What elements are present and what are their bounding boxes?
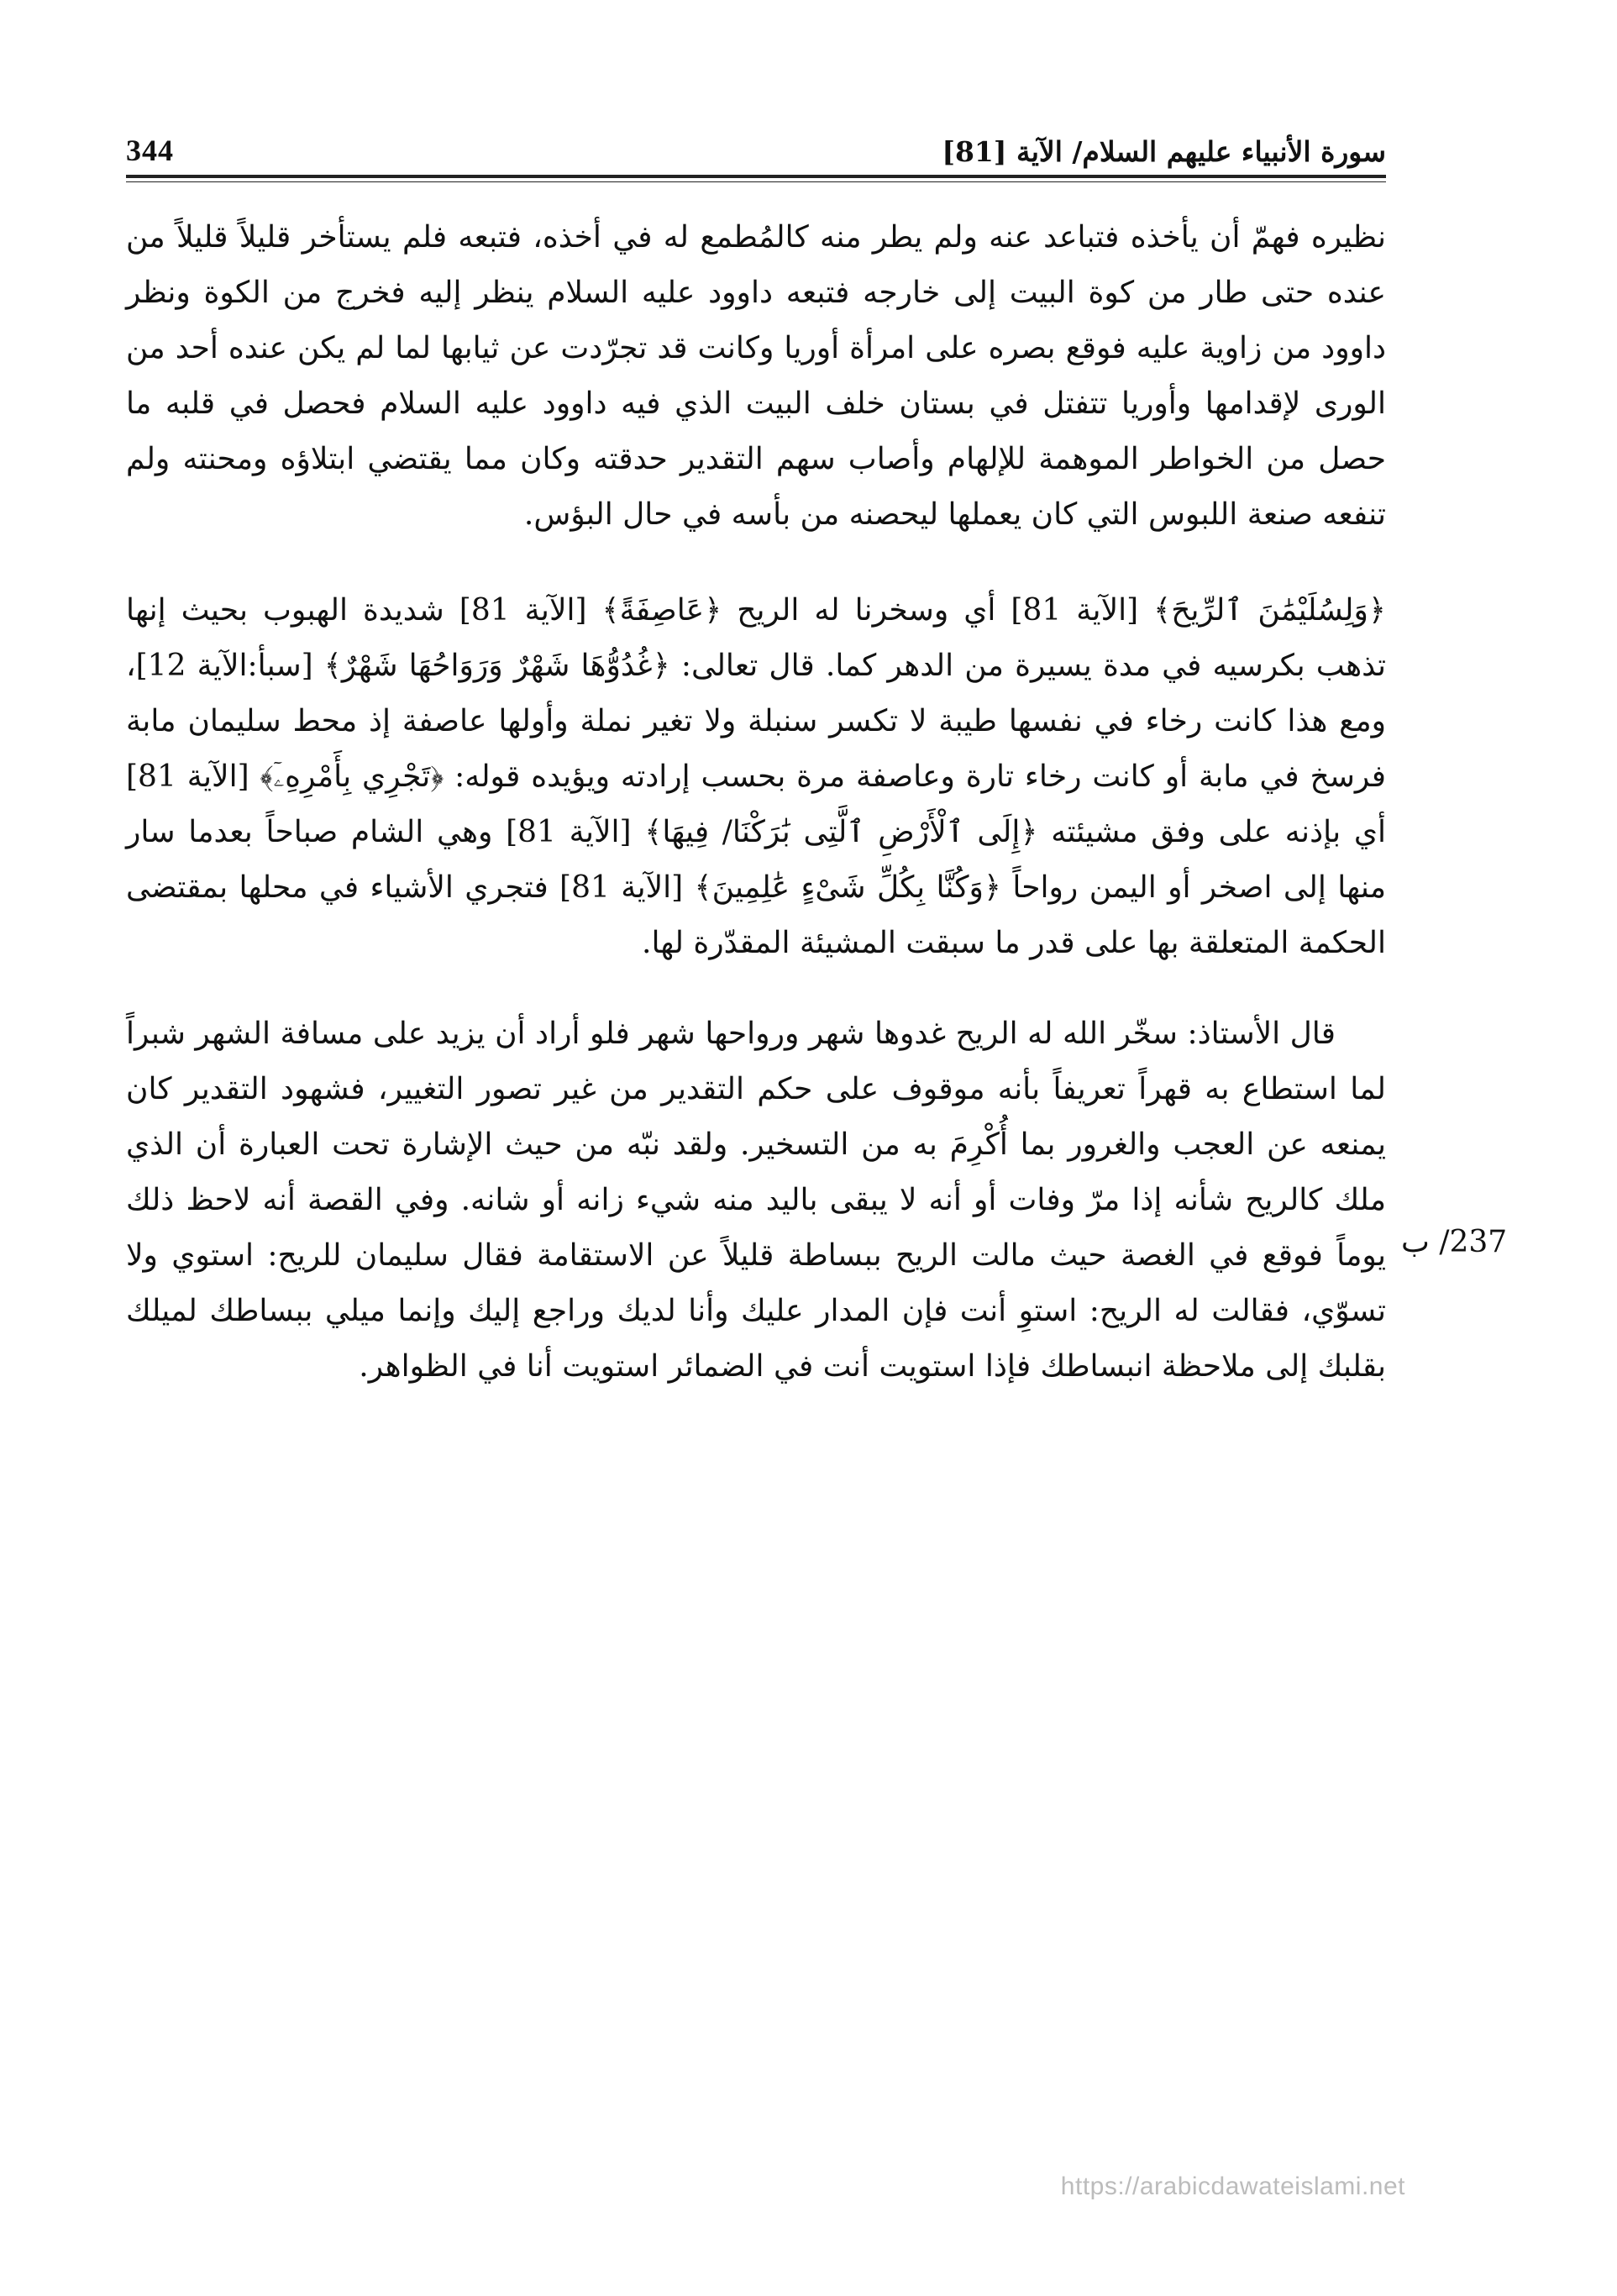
paragraph-1: نظيره فهمّ أن يأخذه فتباعد عنه ولم يطر منه كالمُطمع له في أخذه، فتبعه فلم يستأخر قليلاً قليلاً من عنده حتى طار من كوة البيت إلى خارجه فتبعه داوود عليه السلام ينظر إليه فخرج من الكوة ونظر داوود من زاوية عليه فوقع بصره على امرأة أوريا وكانت قد تجرّدت عن ثيابها لما لم يكن عنده أحد من الورى لإقدامها وأوريا تتفتل في بستان خلف البيت الذي فيه داوود عليه السلام فحصل في قلبه ما حصل من الخواطر الموهمة للإلهام وأصاب سهم التقدير حدقته وكان مما يقتضي ابتلاؤه ومحنته ولم تنفعه صنعة اللبوس التي كان يعملها ليحصنه من بأسه في حال البؤس. — [126, 220, 1386, 532]
header-rule-thick — [126, 175, 1386, 178]
manuscript-folio-note: 237/ ب — [1401, 1225, 1508, 1259]
paragraph-2: ﴿وَلِسُلَيْمَٰنَ ٱلرِّيحَ﴾ [الآية 81] أي وسخرنا له الريح ﴿عَاصِفَةً﴾ [الآية 81] شديدة الهبوب بحيث إنها تذهب بكرسيه في مدة يسيرة من الدهر كما. قال تعالى: ﴿غُدُوُّهَا شَهْرٌ وَرَوَاحُهَا شَهْرٌ﴾ [سبأ:الآية 12]، ومع هذا كانت رخاء في نفسها طيبة لا تكسر سنبلة ولا تغير نملة وأولها عاصفة إذ محط سليمان مابة فرسخ في مابة أو كانت رخاء تارة وعاصفة مرة بحسب إرادته ويؤيده قوله: ﴿تَجْرِي بِأَمْرِهِۦٓ﴾ [الآية 81] أي بإذنه على وفق مشيئته ﴿إِلَى ٱلْأَرْضِ ٱلَّتِى بَٰرَكْنَا/ فِيهَا﴾ [الآية 81] وهي الشام صباحاً بعدما سار منها إلى اصخر أو اليمن رواحاً ﴿وَكُنَّا بِكُلِّ شَىْءٍ عَٰلِمِينَ﴾ [الآية 81] فتجري الأشياء في محلها بمقتضى الحكمة المتعلقة بها على قدر ما سبقت المشيئة المقدّرة لها. — [126, 593, 1387, 960]
paragraph-3: قال الأستاذ: سخّر الله له الريح غدوها شهر ورواحها شهر فلو أراد أن يزيد على مسافة الشهر شبراً لما استطاع به قهراً تعريفاً بأنه موقوف على حكم التقدير من غير تصور التغيير، فشهود التقدير كان يمنعه عن العجب والغرور بما أُكْرِمَ به من التسخير. ولقد نبّه من حيث الإشارة تحت العبارة أن الذي ملك كالريح شأنه إذا مرّ وفات أو أنه لا يبقى باليد منه شيء زانه أو شانه. وفي القصة أنه لاحظ ذلك يوماً فوقع في الغصة حيث مالت الريح ببساطة قليلاً عن الاستقامة فقال سليمان للريح: استوي ولا تسوّي، فقالت له الريح: استوِ أنت فإن المدار عليك وأنا لديك وراجع إليك وإنما ميلي ببساطك لميلك بقلبك إلى ملاحظة انبساطك فإذا استويت أنت في الضمائر استويت أنا في الظواهر. — [126, 1017, 1387, 1384]
header-rule-thin — [126, 181, 1386, 182]
body-text — [126, 210, 1386, 1395]
page-number: 344 — [126, 134, 174, 167]
watermark-url: https://arabicdawateislami.net — [1060, 2173, 1405, 2200]
page-header — [126, 126, 1386, 168]
running-title: سورة الأنبياء عليهم السلام/ الآية [81] — [942, 135, 1386, 168]
